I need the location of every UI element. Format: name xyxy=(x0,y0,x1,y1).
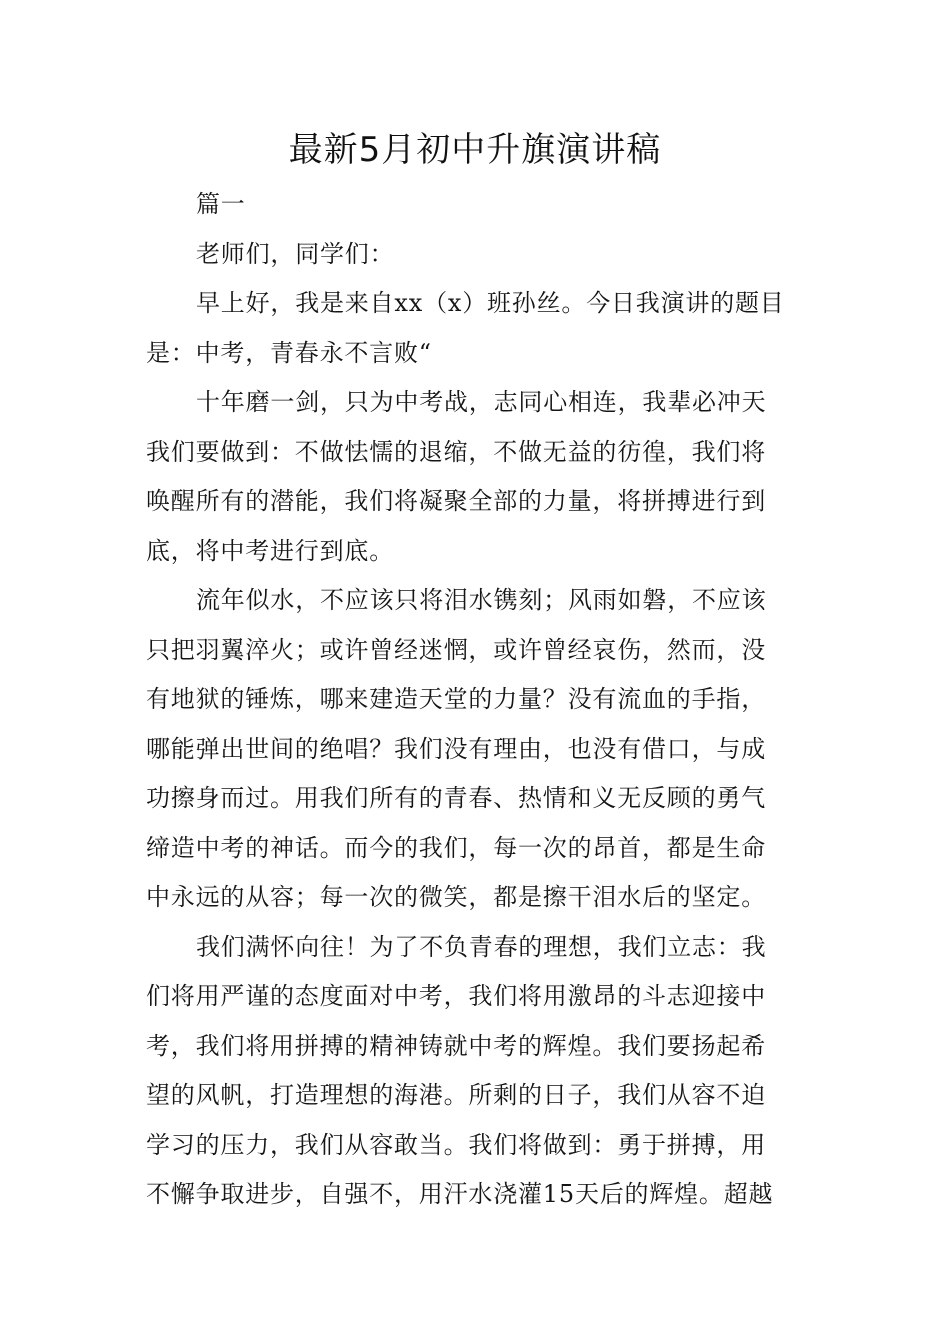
paragraph-4 xyxy=(146,923,810,1220)
text-line: 我们要做到：不做怯懦的退缩，不做无益的彷徨，我们将 xyxy=(146,437,766,466)
text-line: 篇一 xyxy=(196,190,246,218)
document-title: 最新5月初中升旗演讲稿 xyxy=(288,130,662,170)
text-line: 不懈争取进步，自强不，用汗水浇灌15天后的辉煌。超越 xyxy=(146,1180,774,1208)
text-line: 有地狱的锤炼，哪来建造天堂的力量？没有流血的手指， xyxy=(146,685,766,713)
paragraph-3 xyxy=(146,576,810,923)
text-line: 考，我们将用拼搏的精神铸就中考的辉煌。我们要扬起希 xyxy=(146,1031,766,1060)
text-line: 望的风帆，打造理想的海港。所剩的日子，我们从容不迫 xyxy=(146,1081,766,1109)
text-line: 中永远的从容；每一次的微笑，都是擦干泪水后的坚定。 xyxy=(146,883,766,911)
text-line: 们将用严谨的态度面对中考，我们将用激昂的斗志迎接中 xyxy=(146,982,766,1010)
text-line: 是：中考，青春永不言败“ xyxy=(146,338,432,367)
section-label xyxy=(146,180,810,230)
text-line: 功擦身而过。用我们所有的青春、热情和义无反顾的勇气 xyxy=(146,784,766,812)
text-line: 老师们，同学们： xyxy=(196,239,395,268)
paragraph-2 xyxy=(146,378,810,576)
text-line: 唤醒所有的潜能，我们将凝聚全部的力量，将拼搏进行到 xyxy=(146,487,766,515)
text-line: 学习的压力，我们从容敢当。我们将做到：勇于拼搏，用 xyxy=(146,1130,766,1159)
text-line: 缔造中考的神话。而今的我们，每一次的昂首，都是生命 xyxy=(146,833,766,862)
document-body xyxy=(146,180,810,1220)
greeting xyxy=(146,230,810,280)
text-line: 底，将中考进行到底。 xyxy=(146,536,394,565)
text-line: 流年似水，不应该只将泪水镌刻；风雨如磐，不应该 xyxy=(196,586,767,614)
text-line: 十年磨一剑，只为中考战，志同心相连，我辈必冲天 xyxy=(196,388,767,416)
text-line: 哪能弹出世间的绝唱？我们没有理由，也没有借口，与成 xyxy=(146,734,766,763)
text-line: 只把羽翼淬火；或许曾经迷惘，或许曾经哀伤，然而，没 xyxy=(146,635,766,664)
paragraph-1 xyxy=(146,279,810,378)
text-line: 早上好，我是来自xx（x）班孙丝。今日我演讲的题目 xyxy=(196,289,785,317)
text-line: 我们满怀向往！为了不负青春的理想，我们立志：我 xyxy=(196,932,767,961)
